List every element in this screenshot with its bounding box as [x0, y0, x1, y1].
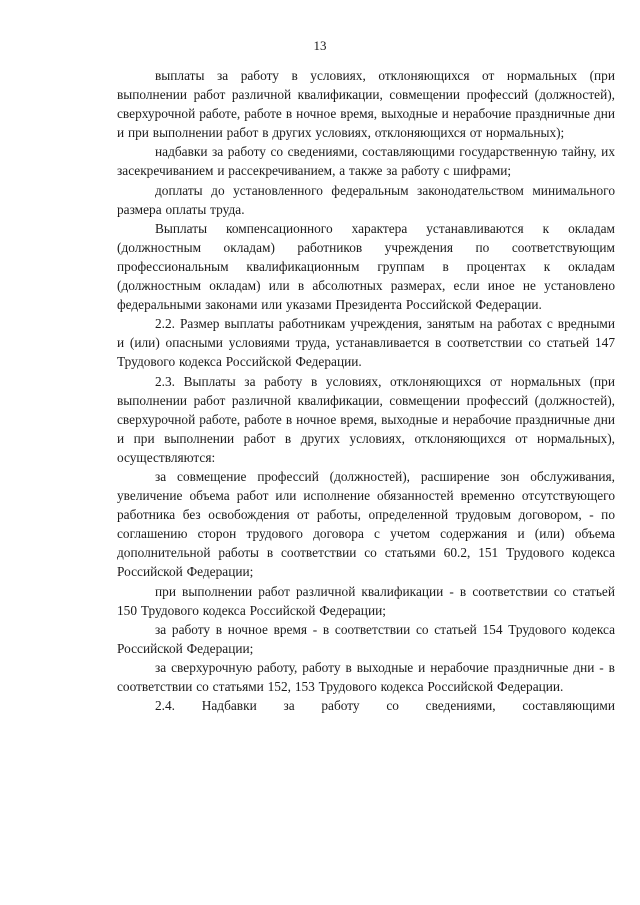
body-text	[117, 66, 615, 715]
paragraph-state-secret-allowance: надбавки за работу со сведениями, составляющими государственную тайну, их засекречиванием и рассекречиванием, а также за работу с шифрами;	[117, 144, 615, 179]
paragraph-night-work: за работу в ночное время - в соответствии со статьей 154 Трудового кодекса Российской Федерации;	[117, 621, 615, 656]
paragraph-different-qualification: при выполнении работ различной квалификации - в соответствии со статьей 150 Трудового кодекса Российской Федерации;	[117, 583, 615, 618]
paragraph-section-2-2: 2.2. Размер выплаты работникам учреждения, занятым на работах с вредными и (или) опасными условиями труда, устанавливается в соответствии со статьей 147 Трудового кодекса Российской Федерации.	[117, 316, 615, 370]
paragraph-combining-professions: за совмещение профессий (должностей), расширение зон обслуживания, увеличение объема работ или исполнение обязанностей временно отсутствующего работника без освобождения от работы, определенной трудовым договором, - по соглашению сторон трудового договора с учетом содержания и (или) объема дополнительной работы в соответствии со статьями 60.2, 151 Трудового кодекса Российской Федерации;	[117, 468, 615, 580]
paragraph-minimum-wage-supplement: доплаты до установленного федеральным законодательством минимального размера оплаты труда.	[117, 182, 615, 217]
paragraph-overtime-holidays: за сверхурочную работу, работу в выходные и нерабочие праздничные дни - в соответствии со статьями 152, 153 Трудового кодекса Российской Федерации.	[117, 659, 615, 694]
page-number: 13	[313, 38, 327, 53]
paragraph-section-2-3: 2.3. Выплаты за работу в условиях, отклоняющихся от нормальных (при выполнении работ различной квалификации, совмещении профессий (должностей), сверхурочной работе, работе в ночное время, выходные и нерабочие праздничные дни и при выполнении работ в других условиях, отклоняющихся от нормальных), осуществляются:	[117, 373, 615, 465]
paragraph-compensation-payments: Выплаты компенсационного характера устанавливаются к окладам (должностным окладам) работников учреждения по соответствующим профессиональным квалификационным группам в процентах к окладам (должностным окладам) или в абсолютных размерах, если иное не установлено федеральными законами или указами Президента Российской Федерации.	[117, 220, 615, 313]
paragraph-section-2-4: 2.4. Надбавки за работу со сведениями, составляющими	[155, 698, 615, 714]
paragraph-overtime-payments: выплаты за работу в условиях, отклоняющихся от нормальных (при выполнении работ различной квалификации, совмещении профессий (должностей), сверхурочной работе, работе в ночное время, выходные и нерабочие праздничные дни и при выполнении работ в других условиях, отклоняющихся от нормальных);	[117, 68, 615, 141]
